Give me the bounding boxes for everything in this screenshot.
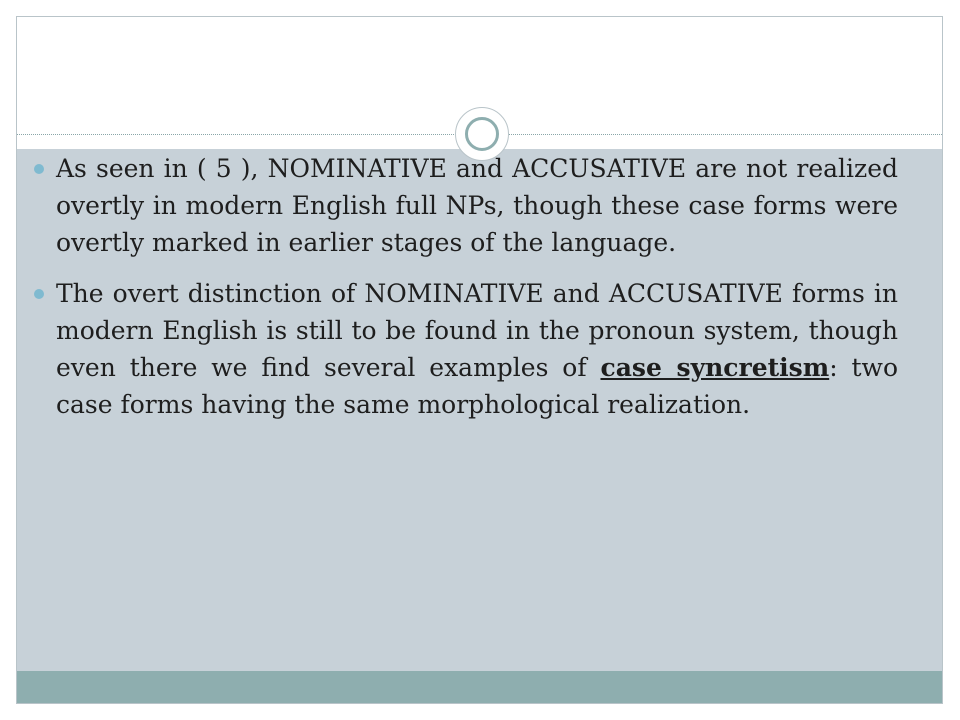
bullet-item xyxy=(34,150,898,261)
bullet-dot-icon xyxy=(34,164,44,174)
bullet-text: As seen in ( 5 ), NOMINATIVE and ACCUSATIVE are not realized overtly in modern English full NPs, though these case forms were overtly marked in earlier stages of the language. xyxy=(56,154,898,257)
footer-bar xyxy=(17,671,942,703)
bullet-text-before: The overt distinction of NOMINATIVE and ACCUSATIVE forms in modern English is still to be found in the pronoun system, though even there we find several examples of xyxy=(56,279,898,382)
bullet-dot-icon xyxy=(34,289,44,299)
bullet-list xyxy=(34,150,898,437)
bullet-text-after: : two case forms having the same morphological realization. xyxy=(56,353,898,419)
bullet-item xyxy=(34,275,898,423)
term-case-syncretism: case syncretism xyxy=(600,353,830,382)
